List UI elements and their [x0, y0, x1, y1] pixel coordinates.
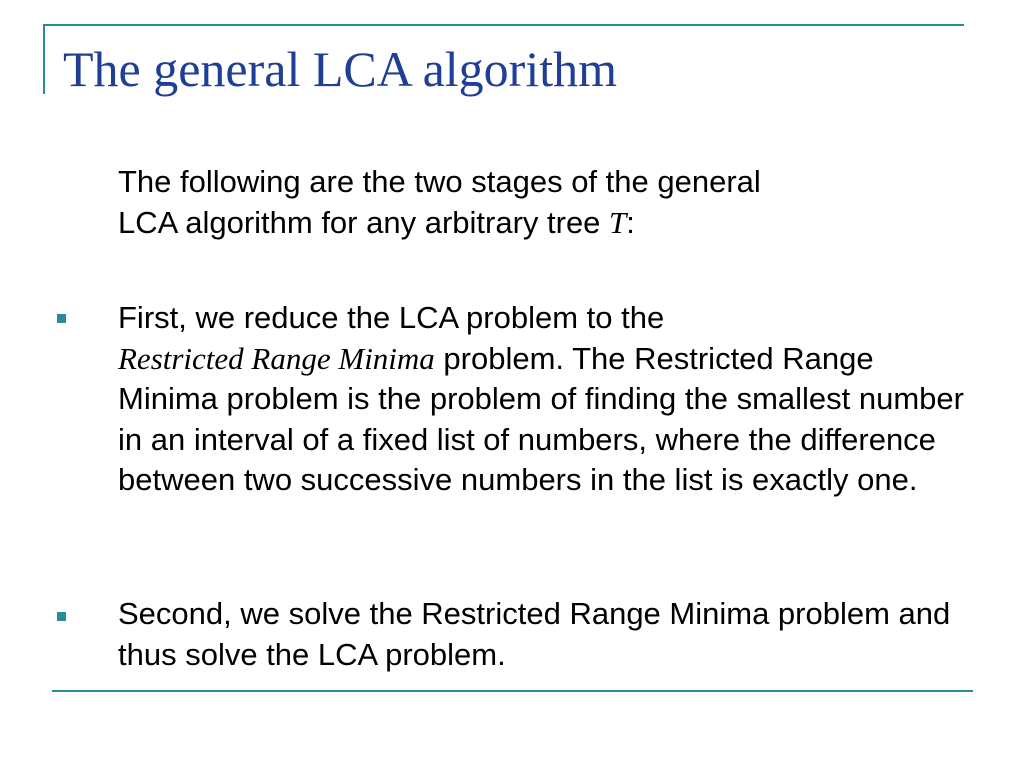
- bullet-1-pre: First, we reduce the LCA problem to the: [118, 300, 665, 335]
- intro-line-2-text: LCA algorithm for any arbitrary tree: [118, 204, 610, 240]
- frame-top-line: [43, 24, 964, 26]
- intro-line-2-end: :: [626, 204, 635, 240]
- bullet-item-1: [118, 298, 968, 501]
- intro-line-1: The following are the two stages of the general: [118, 164, 761, 199]
- slide-title: The general LCA algorithm: [63, 41, 618, 97]
- frame-bottom-line: [52, 690, 973, 692]
- bullet-1-math-term: Restricted Range Minima: [118, 340, 435, 376]
- frame-left-line: [43, 24, 45, 94]
- square-bullet-icon: [57, 612, 66, 621]
- square-bullet-icon: [57, 314, 66, 323]
- bullet-1-post: problem. The Restricted Range Minima problem is the problem of finding the smallest number in an interval of a fixed list of numbers, where the difference between two successive numbers in the list is exactly one.: [118, 340, 964, 497]
- bullet-item-2: Second, we solve the Restricted Range Minima problem and thus solve the LCA problem.: [118, 596, 951, 672]
- tree-variable: T: [609, 204, 627, 240]
- intro-paragraph: [118, 162, 968, 243]
